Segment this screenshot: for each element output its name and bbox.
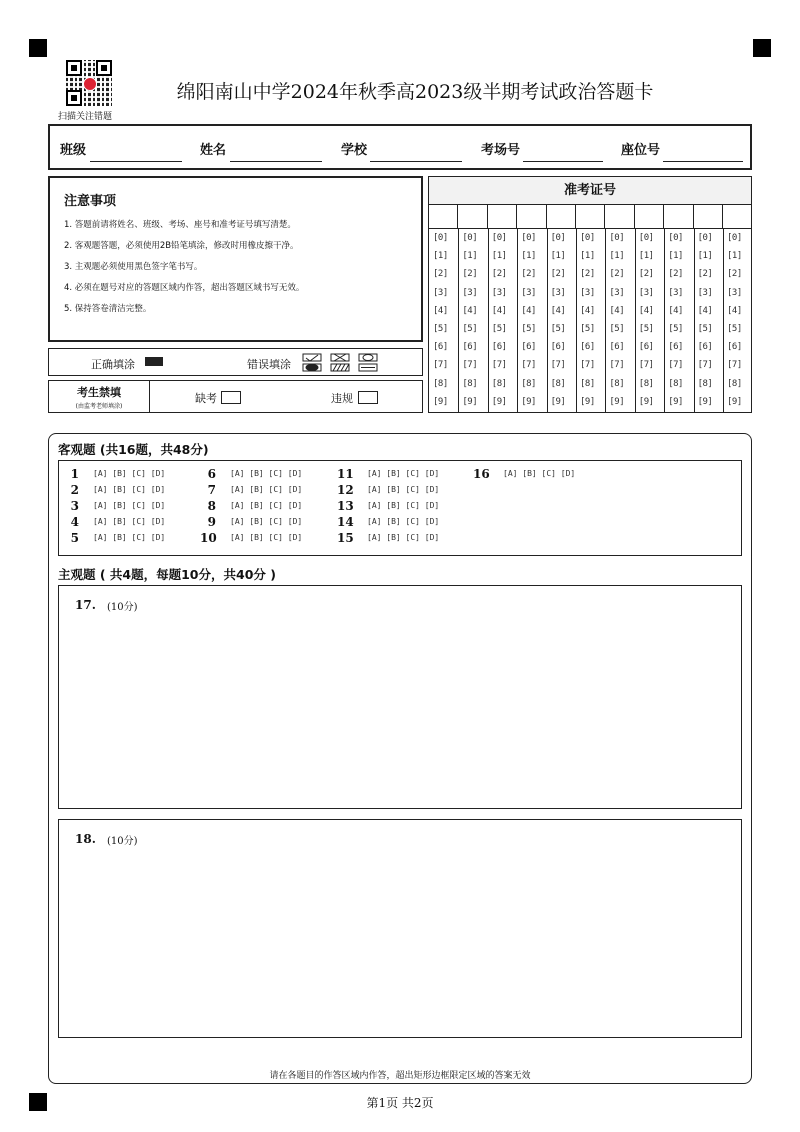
notes-heading: 注意事项 <box>64 194 117 209</box>
page-title: 绵阳南山中学2024年秋季高2023级半期考试政治答题卡 <box>176 81 654 103</box>
ticket-digit-bubble[interactable]: [4] <box>727 305 742 316</box>
ticket-column-divider <box>517 228 518 413</box>
ticket-number-grid <box>428 176 752 413</box>
ticket-digit-bubble[interactable]: [9] <box>491 396 507 407</box>
objective-answer-bubbles[interactable]: [A] [B] [C] [D] <box>93 533 166 542</box>
ticket-digit-bubble[interactable]: [1] <box>697 251 713 262</box>
violation-label: 违规 <box>331 392 353 405</box>
ticket-digit-bubble[interactable]: [6] <box>727 342 742 353</box>
ticket-write-cell[interactable] <box>694 205 723 228</box>
ticket-digit-bubble[interactable]: [0] <box>462 233 478 243</box>
ticket-write-cell[interactable] <box>635 205 664 228</box>
registration-mark <box>29 39 47 57</box>
ticket-write-cell[interactable] <box>547 205 576 228</box>
ticket-digit-bubble[interactable]: [4] <box>491 305 507 316</box>
note-item: 3. 主观题必须使用黑色签字笔书写。 <box>64 262 203 272</box>
ticket-digit-bubble[interactable]: [2] <box>727 269 742 280</box>
ticket-heading: 准考证号 <box>429 177 751 205</box>
ticket-digit-bubble[interactable]: [8] <box>697 378 713 389</box>
wrong-fill-label: 错误填涂 <box>247 358 291 371</box>
ticket-digit-bubble[interactable]: [2] <box>491 269 507 280</box>
note-item: 5. 保持答卷清洁完整。 <box>64 304 152 314</box>
ticket-digit-bubble[interactable]: [8] <box>491 378 507 389</box>
correct-fill-icon <box>145 357 163 366</box>
exam-room-field[interactable] <box>523 161 603 162</box>
question-points: (10分) <box>107 836 138 847</box>
ticket-digit-bubble[interactable]: [0] <box>697 233 713 243</box>
ticket-digit-bubble[interactable]: [8] <box>727 378 742 389</box>
name-label: 姓名 <box>200 143 227 158</box>
ticket-write-cell[interactable] <box>723 205 752 228</box>
ticket-digit-bubble[interactable]: [2] <box>638 269 654 280</box>
objective-answer-bubbles[interactable]: [A] [B] [C] [D] <box>230 533 303 542</box>
ticket-digit-bubble[interactable]: [7] <box>609 360 625 371</box>
ticket-digit-bubble[interactable]: [2] <box>462 269 478 280</box>
registration-mark <box>753 39 771 57</box>
ticket-digit-bubble[interactable]: [9] <box>638 396 654 407</box>
exam-room-label: 考场号 <box>481 143 521 158</box>
ticket-digit-bubble[interactable]: [6] <box>433 342 448 353</box>
ticket-column-divider <box>576 228 577 413</box>
question-points: (10分) <box>107 602 138 613</box>
ticket-digit-bubble[interactable]: [5] <box>521 324 536 334</box>
ticket-digit-bubble[interactable]: [1] <box>491 251 507 262</box>
ticket-digit-bubble[interactable]: [1] <box>727 251 742 262</box>
correct-fill-label: 正确填涂 <box>91 358 135 371</box>
ticket-digit-bubble[interactable]: [5] <box>609 324 625 334</box>
answer-box-18[interactable] <box>58 819 742 1038</box>
question-number: 17. <box>75 598 96 612</box>
ticket-digit-bubble[interactable]: [8] <box>638 378 654 389</box>
ticket-digit-bubble[interactable]: [4] <box>609 305 625 316</box>
ticket-digit-bubble[interactable]: [7] <box>697 360 713 371</box>
ticket-digit-bubble[interactable]: [3] <box>668 287 683 298</box>
ticket-digit-bubble[interactable]: [7] <box>638 360 654 371</box>
ticket-digit-bubble[interactable]: [3] <box>727 287 742 298</box>
proctor-title: 考生禁填 <box>77 386 121 399</box>
objective-question-number: 13 <box>337 499 354 513</box>
violation-checkbox[interactable] <box>358 391 378 404</box>
objective-answer-bubbles[interactable]: [A] [B] [C] [D] <box>367 533 440 542</box>
ticket-digit-bubble[interactable]: [9] <box>668 396 683 407</box>
ticket-digit-bubble[interactable]: [0] <box>727 233 742 243</box>
ticket-digit-bubble[interactable]: [6] <box>521 342 536 353</box>
objective-question-number: 9 <box>207 515 216 529</box>
objective-question-number: 14 <box>337 515 354 529</box>
ticket-digit-bubble[interactable]: [3] <box>638 287 654 298</box>
ticket-digit-bubble[interactable]: [5] <box>462 324 478 334</box>
ticket-digit-bubble[interactable]: [0] <box>609 233 625 243</box>
ticket-digit-bubble[interactable]: [6] <box>609 342 625 353</box>
notes-box <box>48 176 423 342</box>
ticket-digit-bubble[interactable]: [6] <box>491 342 507 353</box>
ticket-digit-bubble[interactable]: [6] <box>697 342 713 353</box>
objective-question-number: 7 <box>207 483 216 497</box>
class-label: 班级 <box>60 143 87 158</box>
ticket-digit-bubble[interactable]: [5] <box>550 324 566 334</box>
objective-question-number: 6 <box>207 467 216 481</box>
ticket-write-cell[interactable] <box>664 205 693 228</box>
objective-heading: 客观题 (共16题，共48分) <box>58 442 209 457</box>
school-field[interactable] <box>370 161 462 162</box>
ticket-digit-bubble[interactable]: [6] <box>462 342 478 353</box>
ticket-digit-bubble[interactable]: [8] <box>609 378 625 389</box>
ticket-digit-bubble[interactable]: [4] <box>433 305 448 316</box>
objective-answer-bubbles[interactable]: [A] [B] [C] [D] <box>230 485 303 494</box>
objective-answer-bubbles[interactable]: [A] [B] [C] [D] <box>367 517 440 526</box>
objective-answer-bubbles[interactable]: [A] [B] [C] [D] <box>93 501 166 510</box>
ticket-digit-bubble[interactable]: [0] <box>521 233 536 243</box>
ticket-digit-bubble[interactable]: [0] <box>550 233 566 243</box>
ticket-digit-bubble[interactable]: [3] <box>521 287 536 298</box>
ticket-column-divider <box>488 228 489 413</box>
ticket-digit-bubble[interactable]: [6] <box>580 342 595 353</box>
ticket-column-divider <box>547 228 548 413</box>
ticket-column-divider <box>635 228 636 413</box>
ticket-write-cell[interactable] <box>458 205 487 228</box>
ticket-digit-bubble[interactable]: [1] <box>638 251 654 262</box>
ticket-digit-bubble[interactable]: [4] <box>668 305 683 316</box>
ticket-digit-bubble[interactable]: [7] <box>433 360 448 371</box>
ticket-digit-bubble[interactable]: [8] <box>521 378 536 389</box>
ticket-write-cell[interactable] <box>576 205 605 228</box>
objective-answer-bubbles[interactable]: [A] [B] [C] [D] <box>367 469 440 478</box>
ticket-digit-bubble[interactable]: [2] <box>521 269 536 280</box>
ticket-write-cell[interactable] <box>517 205 546 228</box>
ticket-digit-bubble[interactable]: [7] <box>491 360 507 371</box>
ticket-digit-bubble[interactable]: [9] <box>580 396 595 407</box>
ticket-digit-bubble[interactable]: [7] <box>462 360 478 371</box>
ticket-write-cell[interactable] <box>605 205 634 228</box>
ticket-digit-bubble[interactable]: [9] <box>727 396 742 407</box>
ticket-digit-bubble[interactable]: [6] <box>550 342 566 353</box>
ticket-digit-bubble[interactable]: [7] <box>580 360 595 371</box>
ticket-digit-bubble[interactable]: [2] <box>668 269 683 280</box>
name-field[interactable] <box>230 161 322 162</box>
objective-answer-bubbles[interactable]: [A] [B] [C] [D] <box>367 485 440 494</box>
ticket-digit-bubble[interactable]: [3] <box>491 287 507 298</box>
ticket-digit-bubble[interactable]: [8] <box>580 378 595 389</box>
ticket-digit-bubble[interactable]: [4] <box>580 305 595 316</box>
note-item: 2. 客观题答题，必须使用2B铅笔填涂，修改时用橡皮擦干净。 <box>64 241 299 251</box>
objective-question-number: 3 <box>70 499 79 513</box>
school-label: 学校 <box>341 143 368 158</box>
absent-checkbox[interactable] <box>221 391 241 404</box>
question-number: 18. <box>75 832 96 846</box>
note-item: 1. 答题前请将姓名、班级、考场、座号和准考证号填写清楚。 <box>64 220 296 230</box>
absent-label: 缺考 <box>195 392 217 405</box>
ticket-digit-bubble[interactable]: [6] <box>638 342 654 353</box>
ticket-digit-bubble[interactable]: [1] <box>609 251 625 262</box>
objective-question-number: 11 <box>337 467 354 481</box>
ticket-digit-bubble[interactable]: [7] <box>727 360 742 371</box>
ticket-digit-bubble[interactable]: [7] <box>521 360 536 371</box>
scan-label: 扫描关注错题 <box>58 112 113 122</box>
ticket-digit-bubble[interactable]: [8] <box>668 378 683 389</box>
objective-question-number: 5 <box>70 531 79 545</box>
ticket-write-cell[interactable] <box>488 205 517 228</box>
objective-answer-bubbles[interactable]: [A] [B] [C] [D] <box>230 501 303 510</box>
ticket-digit-bubble[interactable]: [8] <box>433 378 448 389</box>
ticket-digit-bubble[interactable]: [9] <box>609 396 625 407</box>
ticket-digit-bubble[interactable]: [1] <box>521 251 536 262</box>
ticket-digit-bubble[interactable]: [4] <box>697 305 713 316</box>
ticket-digit-bubble[interactable]: [5] <box>727 324 742 334</box>
ticket-digit-bubble[interactable]: [4] <box>638 305 654 316</box>
objective-answer-bubbles[interactable]: [A] [B] [C] [D] <box>503 469 576 478</box>
ticket-digit-bubble[interactable]: [5] <box>580 324 595 334</box>
proctor-subtitle: (由监考老师填涂) <box>75 403 123 410</box>
footer-note: 请在各题目的作答区域内作答，超出矩形边框限定区域的答案无效 <box>269 1071 531 1081</box>
ticket-digit-bubble[interactable]: [2] <box>697 269 713 280</box>
objective-answer-bubbles[interactable]: [A] [B] [C] [D] <box>230 469 303 478</box>
objective-question-number: 1 <box>70 467 79 481</box>
ticket-digit-bubble[interactable]: [4] <box>521 305 536 316</box>
ticket-digit-bubble[interactable]: [0] <box>491 233 507 243</box>
ticket-digit-bubble[interactable]: [7] <box>668 360 683 371</box>
ticket-digit-bubble[interactable]: [3] <box>580 287 595 298</box>
objective-question-number: 8 <box>207 499 216 513</box>
class-field[interactable] <box>90 161 182 162</box>
ticket-digit-bubble[interactable]: [0] <box>433 233 448 243</box>
ticket-digit-bubble[interactable]: [9] <box>550 396 566 407</box>
ticket-digit-bubble[interactable]: [5] <box>668 324 683 334</box>
ticket-digit-bubble[interactable]: [0] <box>580 233 595 243</box>
ticket-digit-bubble[interactable]: [1] <box>550 251 566 262</box>
ticket-digit-bubble[interactable]: [4] <box>462 305 478 316</box>
ticket-digit-bubble[interactable]: [3] <box>609 287 625 298</box>
objective-box <box>58 460 742 556</box>
ticket-digit-bubble[interactable]: [7] <box>550 360 566 371</box>
ticket-digit-bubble[interactable]: [0] <box>638 233 654 243</box>
note-item: 4. 必须在题号对应的答题区域内作答，超出答题区域书写无效。 <box>64 283 305 293</box>
objective-question-number: 4 <box>70 515 79 529</box>
ticket-digit-bubble[interactable]: [9] <box>433 396 448 407</box>
objective-question-number: 10 <box>200 531 217 545</box>
ticket-column-divider <box>694 228 695 413</box>
seat-field[interactable] <box>663 161 743 162</box>
ticket-digit-bubble[interactable]: [4] <box>550 305 566 316</box>
ticket-digit-bubble[interactable]: [3] <box>697 287 713 298</box>
fill-example <box>48 348 423 376</box>
ticket-digit-bubble[interactable]: [8] <box>550 378 566 389</box>
ticket-digit-bubble[interactable]: [9] <box>521 396 536 407</box>
proctor-box <box>48 380 423 413</box>
ticket-digit-bubble[interactable]: [8] <box>462 378 478 389</box>
objective-answer-bubbles[interactable]: [A] [B] [C] [D] <box>93 469 166 478</box>
ticket-digit-bubble[interactable]: [0] <box>668 233 683 243</box>
ticket-digit-bubble[interactable]: [9] <box>462 396 478 407</box>
ticket-digit-bubble[interactable]: [2] <box>433 269 448 280</box>
seat-label: 座位号 <box>621 143 661 158</box>
wrong-fill-icon <box>301 352 381 374</box>
ticket-write-cell[interactable] <box>429 205 458 228</box>
ticket-digit-bubble[interactable]: [1] <box>462 251 478 262</box>
objective-answer-bubbles[interactable]: [A] [B] [C] [D] <box>93 485 166 494</box>
ticket-digit-bubble[interactable]: [5] <box>697 324 713 334</box>
ticket-digit-bubble[interactable]: [2] <box>550 269 566 280</box>
ticket-digit-bubble[interactable]: [3] <box>550 287 566 298</box>
objective-answer-bubbles[interactable]: [A] [B] [C] [D] <box>367 501 440 510</box>
ticket-digit-bubble[interactable]: [1] <box>433 251 448 262</box>
objective-question-number: 15 <box>337 531 354 545</box>
ticket-digit-bubble[interactable]: [5] <box>638 324 654 334</box>
ticket-digit-bubble[interactable]: [9] <box>697 396 713 407</box>
objective-answer-bubbles[interactable]: [A] [B] [C] [D] <box>230 517 303 526</box>
ticket-column-divider <box>458 228 459 413</box>
ticket-digit-bubble[interactable]: [1] <box>668 251 683 262</box>
objective-question-number: 2 <box>70 483 79 497</box>
ticket-digit-bubble[interactable]: [3] <box>433 287 448 298</box>
objective-answer-bubbles[interactable]: [A] [B] [C] [D] <box>93 517 166 526</box>
ticket-digit-bubble[interactable]: [3] <box>462 287 478 298</box>
objective-question-number: 16 <box>473 467 490 481</box>
ticket-column-divider <box>605 228 606 413</box>
student-info-row <box>48 124 752 170</box>
subjective-heading: 主观题 ( 共4题，每题10分，共40分 ) <box>58 567 276 582</box>
ticket-column-divider <box>664 228 665 413</box>
ticket-digit-bubble[interactable]: [1] <box>580 251 595 262</box>
ticket-column-divider <box>723 228 724 413</box>
answer-box-17[interactable] <box>58 585 742 809</box>
ticket-digit-bubble[interactable]: [6] <box>668 342 683 353</box>
ticket-digit-bubble[interactable]: [5] <box>491 324 507 334</box>
objective-question-number: 12 <box>337 483 354 497</box>
page-number: 第1页 共2页 <box>366 1096 434 1110</box>
ticket-digit-bubble[interactable]: [5] <box>433 324 448 334</box>
ticket-digit-bubble[interactable]: [2] <box>609 269 625 280</box>
ticket-digit-bubble[interactable]: [2] <box>580 269 595 280</box>
